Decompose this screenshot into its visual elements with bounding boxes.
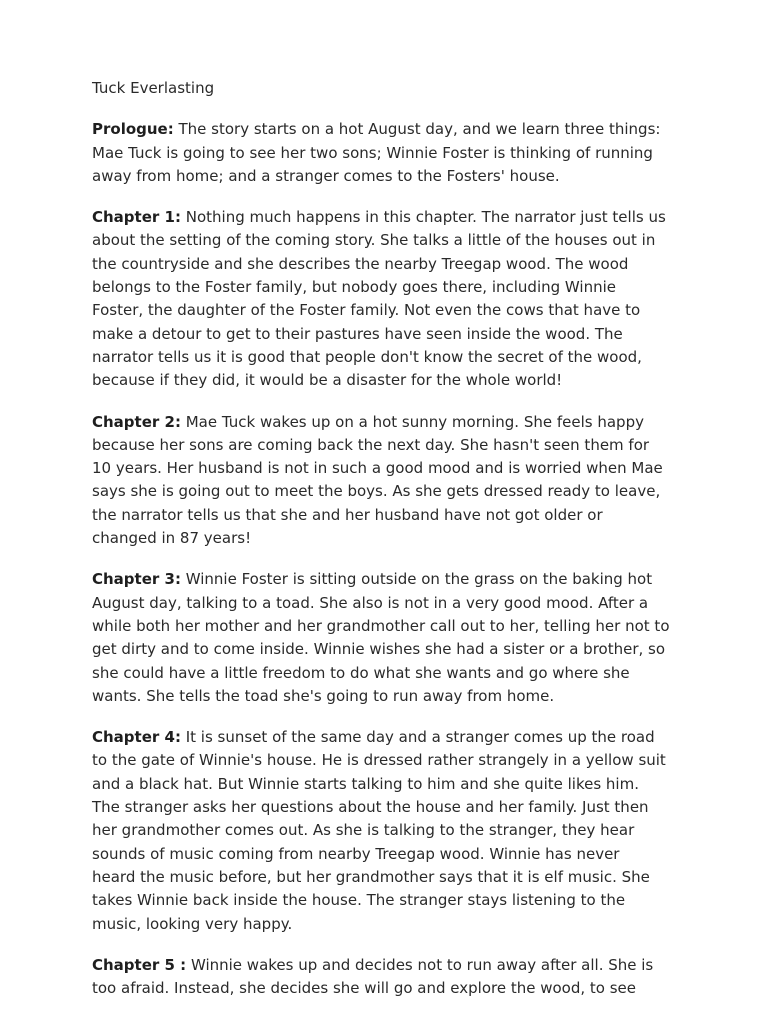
section-line: Mae Tuck is going to see her two sons; Winnie Foster is thinking of running [92,143,653,162]
section-line: get dirty and to come inside. Winnie wishes she had a sister or a brother, so [92,640,666,659]
section-line: because if they did, it would be a disaster for the whole world! [92,371,563,390]
section-line [92,568,768,591]
section-line: the countryside and she describes the nearby Treegap wood. The wood [92,254,629,273]
section-line: Foster, the daughter of the Foster family. Not even the cows that have to [92,301,641,320]
section-line: music, looking very happy. [92,914,293,933]
line-text: Winnie Foster is sitting outside on the grass on the baking hot [185,570,653,589]
section-label: Chapter 4: [92,728,181,747]
section-line: away from home; and a stranger comes to the Fosters' house. [92,166,560,185]
section-line: The stranger asks her questions about the house and her family. Just then [92,798,649,817]
section-line [92,411,768,434]
line-text: It is sunset of the same day and a stranger comes up the road [185,728,655,747]
section-line: sounds of music coming from nearby Treegap wood. Winnie has never [92,844,620,863]
section-line: because her sons are coming back the next day. She hasn't seen them for [92,435,650,454]
section-label: Chapter 5 : [92,955,187,974]
section-line: changed in 87 years! [92,529,252,548]
section-line: make a detour to get to their pastures have seen inside the wood. The [92,324,623,343]
section-line: narrator tells us it is good that people don't know the secret of the wood, [92,347,642,366]
line-text: Winnie wakes up and decides not to run away after all. She is [190,955,654,974]
section-line: her grandmother comes out. As she is talking to the stranger, they hear [92,821,635,840]
section-line: 10 years. Her husband is not in such a good mood and is worried when Mae [92,459,663,478]
section-line: the narrator tells us that she and her husband have not got older or [92,505,603,524]
section-line: wants. She tells the toad she's going to run away from home. [92,686,555,705]
section-line: while both her mother and her grandmother call out to her, telling her not to [92,616,670,635]
section-prologue [92,118,768,188]
section-line: about the setting of the coming story. She talks a little of the houses out in [92,231,656,250]
section-line [92,206,768,229]
section-chapter-3 [92,568,768,708]
section-chapter-2 [92,411,768,551]
section-line: to the gate of Winnie's house. He is dressed rather strangely in a yellow suit [92,751,666,770]
section-label: Chapter 3: [92,570,181,589]
document-title: Tuck Everlasting [92,79,215,97]
section-line: too afraid. Instead, she decides she will go and explore the wood, to see [92,979,636,998]
section-line: heard the music before, but her grandmother says that it is elf music. She [92,867,650,886]
section-line: says she is going out to meet the boys. As she gets dressed ready to leave, [92,482,661,501]
line-text: The story starts on a hot August day, and we learn three things: [178,120,661,139]
section-chapter-4 [92,726,768,936]
section-line [92,954,768,977]
section-chapter-5 [92,954,768,1001]
section-label: Chapter 1: [92,208,181,227]
section-line: and a black hat. But Winnie starts talking to him and she quite likes him. [92,774,639,793]
section-line [92,726,768,749]
section-line: she could have a little freedom to do what she wants and go where she [92,663,630,682]
section-line [92,118,768,141]
section-chapter-1 [92,206,768,392]
section-line: takes Winnie back inside the house. The stranger stays listening to the [92,891,626,910]
section-line: August day, talking to a toad. She also is not in a very good mood. After a [92,593,649,612]
section-line: belongs to the Foster family, but nobody goes there, including Winnie [92,278,616,297]
line-text: Mae Tuck wakes up on a hot sunny morning. She feels happy [185,412,644,431]
line-text: Nothing much happens in this chapter. The narrator just tells us [185,208,666,227]
section-label: Prologue: [92,120,174,139]
section-label: Chapter 2: [92,412,181,431]
